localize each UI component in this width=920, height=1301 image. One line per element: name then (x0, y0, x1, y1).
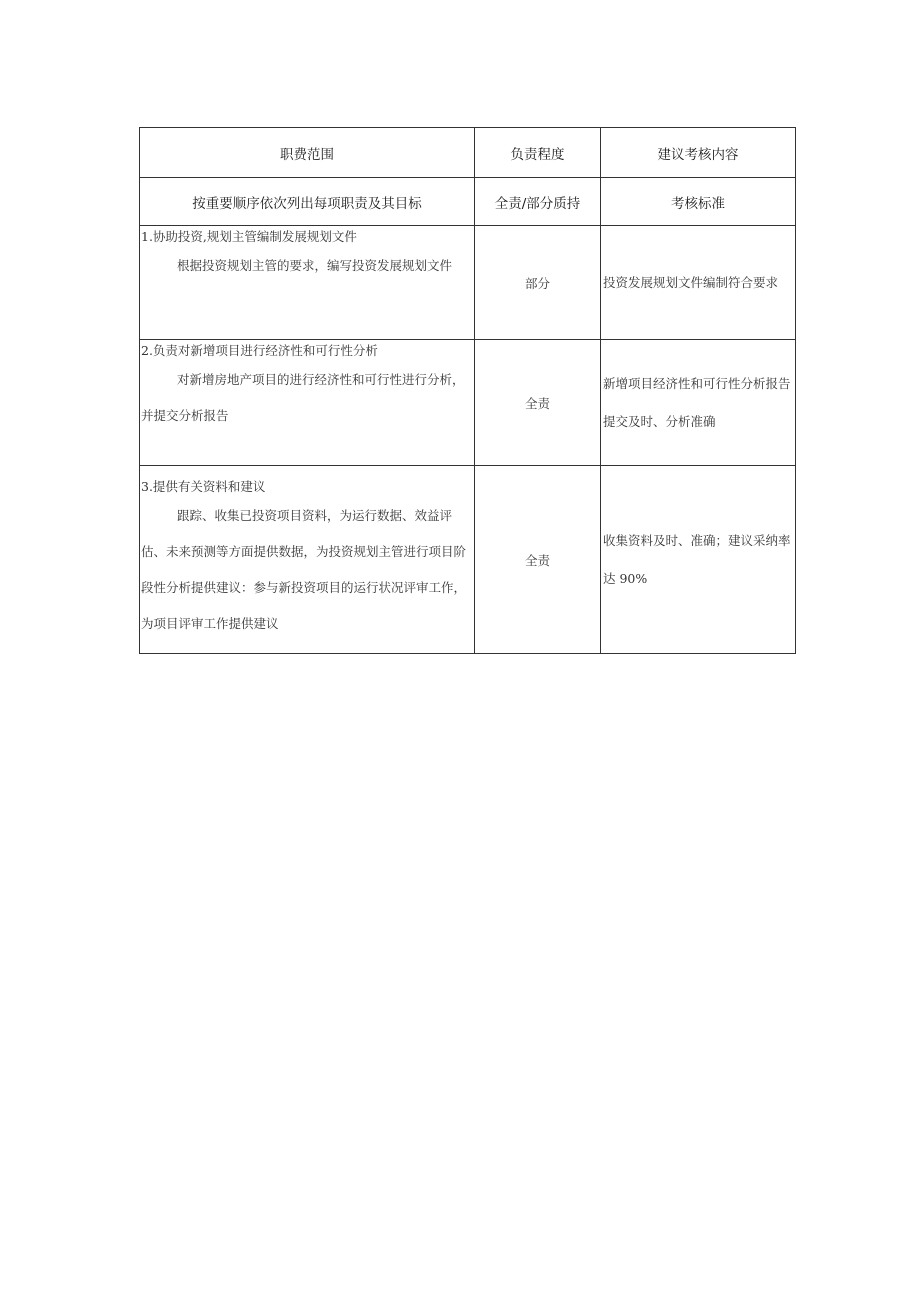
duty-description: 根据投资规划主管的要求，编写投资发展规划文件 (177, 258, 453, 273)
header-assessment: 建议考核内容 (601, 128, 796, 178)
criteria-cell: 收集资料及时、准确；建议采纳率达 90% (601, 466, 796, 654)
table-row (140, 226, 796, 340)
duty-title: 2.负责对新增项目进行经济性和可行性分析 (141, 343, 378, 358)
header-degree: 负责程度 (475, 128, 601, 178)
duty-cell (140, 340, 475, 466)
table-subheader-row (140, 178, 796, 226)
duty-title: 1.协助投资,规划主管编制发展规划文件 (141, 229, 357, 244)
degree-cell: 全责 (475, 340, 601, 466)
duty-description: 对新增房地产项目的进行经济性和可行性进行分析，并提交分析报告 (141, 372, 465, 423)
subheader-duties: 按重要顺序依次列出每项职责及其目标 (140, 178, 475, 226)
header-scope: 职费范围 (140, 128, 475, 178)
criteria-cell: 投资发展规划文件编制符合要求 (601, 226, 796, 340)
duty-title: 3.提供有关资料和建议 (141, 479, 266, 494)
subheader-criteria: 考核标准 (601, 178, 796, 226)
degree-cell: 全责 (475, 466, 601, 654)
duty-cell (140, 466, 475, 654)
table-row (140, 340, 796, 466)
degree-cell: 部分 (475, 226, 601, 340)
subheader-responsibility-level: 全责/部分质持 (475, 178, 601, 226)
duty-description: 跟踪、收集已投资项目资料，为运行数据、效益评估、未来预测等方面提供数据，为投资规划主管进行项目阶段性分析提供建议：参与新投资项目的运行状况评审工作，为项目评审工作提供建议 (141, 508, 467, 631)
table-header-row (140, 128, 796, 178)
table-row (140, 466, 796, 654)
responsibility-table (139, 127, 796, 654)
duty-cell (140, 226, 475, 340)
criteria-cell: 新增项目经济性和可行性分析报告提交及时、分析准确 (601, 340, 796, 466)
